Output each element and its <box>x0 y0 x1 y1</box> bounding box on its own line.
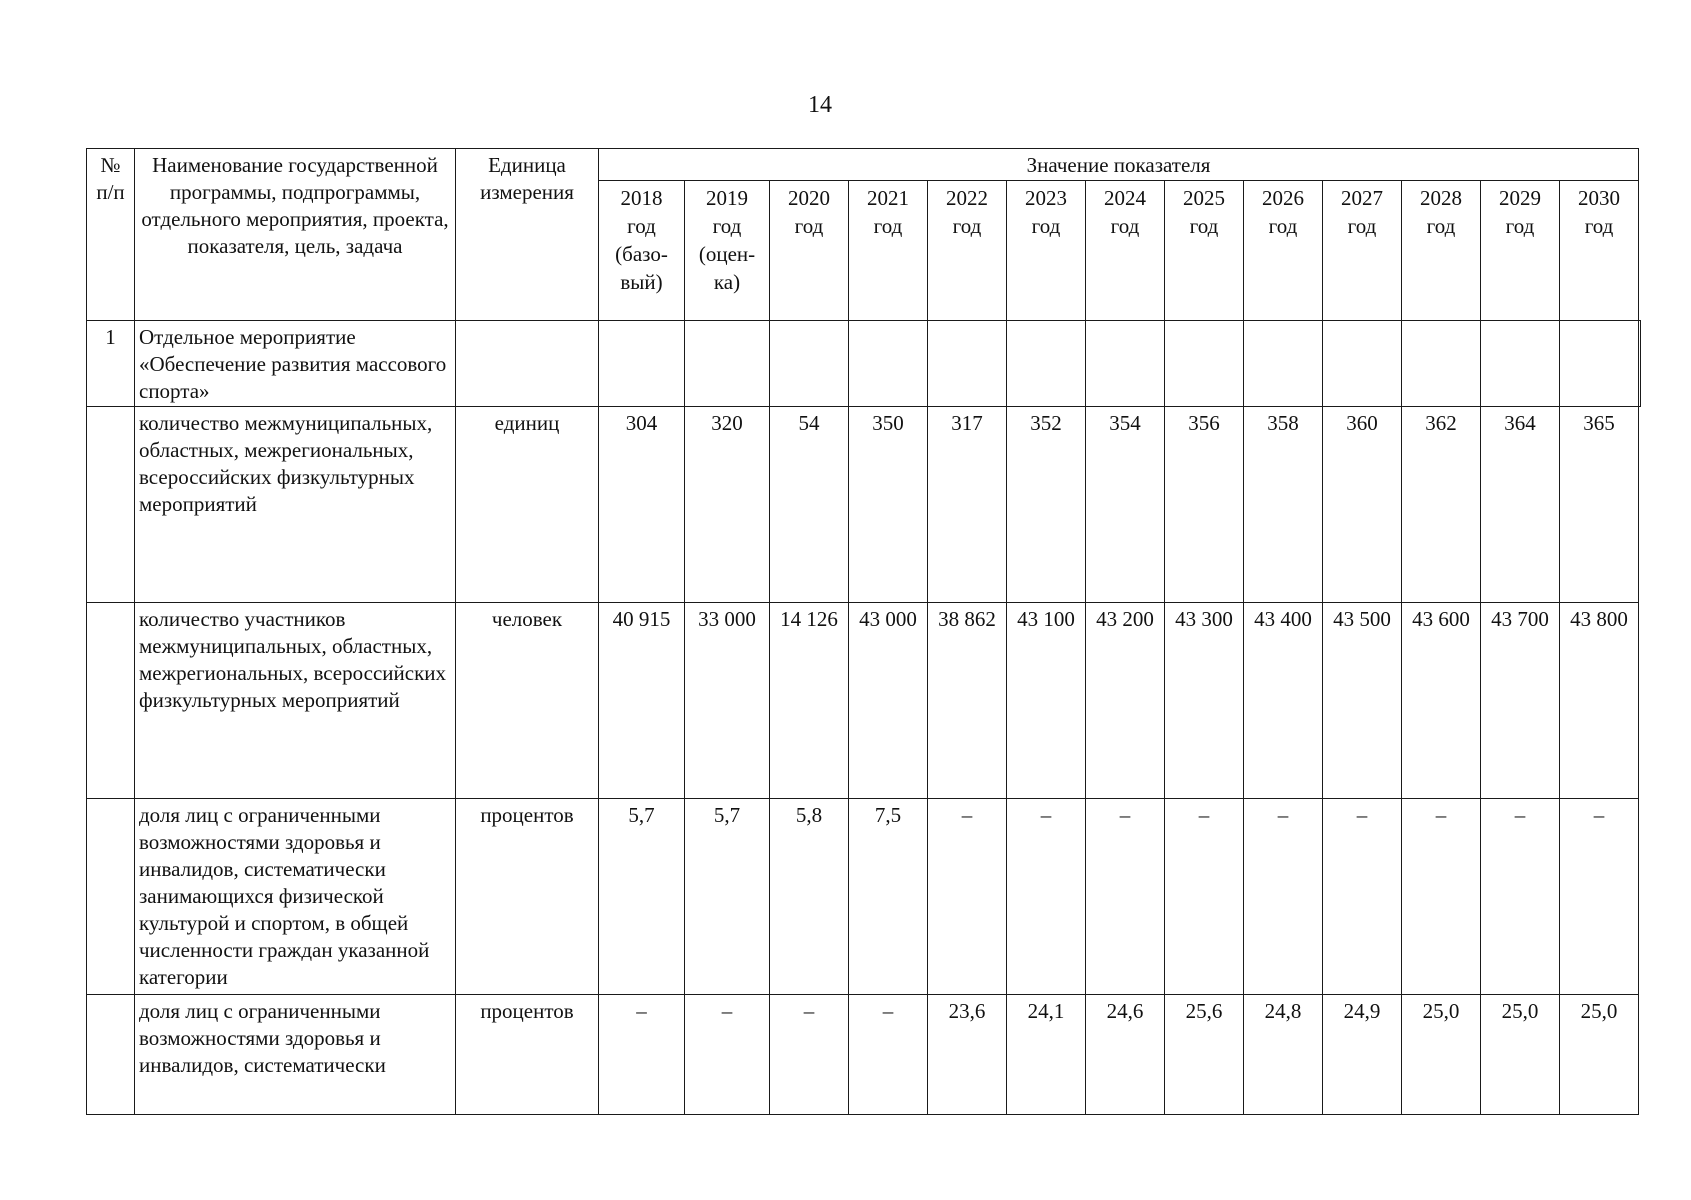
year-label: 2018 <box>620 186 663 210</box>
year-suffix: год <box>794 214 824 238</box>
header-year-cell <box>1086 181 1165 321</box>
empty-num-cell <box>87 799 135 995</box>
value-cell: 40 915 <box>599 603 685 799</box>
value-cell: – <box>770 995 849 1115</box>
value-cell: – <box>599 995 685 1115</box>
value-cell: – <box>1481 799 1560 995</box>
indicator-name: количество межмуниципальных, областных, межрегиональных, всероссийских физкультурных мероприятий <box>135 407 456 603</box>
empty-cell <box>1244 321 1323 407</box>
empty-cell <box>1323 321 1402 407</box>
value-cell: 354 <box>1086 407 1165 603</box>
year-suffix: год <box>1268 214 1298 238</box>
empty-cell <box>1007 321 1086 407</box>
value-cell: 25,6 <box>1165 995 1244 1115</box>
header-value-group: Значение показателя <box>599 149 1639 181</box>
value-cell: – <box>1086 799 1165 995</box>
year-label: 2022 <box>946 186 988 210</box>
value-cell: 362 <box>1402 407 1481 603</box>
empty-num-cell <box>87 995 135 1115</box>
empty-cell <box>599 321 685 407</box>
value-cell: – <box>1007 799 1086 995</box>
value-cell: – <box>1244 799 1323 995</box>
table-row <box>87 799 1641 995</box>
value-cell: 304 <box>599 407 685 603</box>
value-cell: 25,0 <box>1481 995 1560 1115</box>
value-cell: 24,8 <box>1244 995 1323 1115</box>
empty-cell <box>685 321 770 407</box>
value-cell: 5,8 <box>770 799 849 995</box>
value-cell: – <box>1402 799 1481 995</box>
header-unit: Единица измерения <box>456 149 599 321</box>
value-cell: – <box>928 799 1007 995</box>
year-suffix: год <box>1426 214 1456 238</box>
indicator-unit: единиц <box>456 407 599 603</box>
year-suffix: год <box>1347 214 1377 238</box>
value-cell: 24,9 <box>1323 995 1402 1115</box>
year-label: 2020 <box>788 186 830 210</box>
value-cell: – <box>1323 799 1402 995</box>
indicators-table <box>86 148 1641 1115</box>
empty-cell <box>928 321 1007 407</box>
value-cell: 43 200 <box>1086 603 1165 799</box>
value-cell: 43 100 <box>1007 603 1086 799</box>
year-label: 2021 <box>867 186 909 210</box>
empty-cell <box>456 321 599 407</box>
year-suffix: год <box>1584 214 1614 238</box>
year-label: 2026 <box>1262 186 1304 210</box>
value-cell: 43 000 <box>849 603 928 799</box>
indicator-name: количество участников межмуниципальных, областных, межрегиональных, всероссийских физкультурных мероприятий <box>135 603 456 799</box>
empty-cell <box>770 321 849 407</box>
header-year-cell <box>1402 181 1481 321</box>
indicator-unit: процентов <box>456 995 599 1115</box>
header-year-cell <box>1560 181 1639 321</box>
value-cell: 365 <box>1560 407 1639 603</box>
year-label: 2025 <box>1183 186 1225 210</box>
year-suffix: год <box>1031 214 1061 238</box>
header-year-cell <box>1007 181 1086 321</box>
year-suffix: год <box>1189 214 1219 238</box>
empty-cell <box>849 321 928 407</box>
value-cell: 350 <box>849 407 928 603</box>
value-cell: – <box>1165 799 1244 995</box>
header-year-cell <box>1244 181 1323 321</box>
header-year-cell <box>1165 181 1244 321</box>
value-cell: 356 <box>1165 407 1244 603</box>
empty-cell <box>1560 321 1639 407</box>
indicator-unit: человек <box>456 603 599 799</box>
value-cell: 358 <box>1244 407 1323 603</box>
value-cell: 317 <box>928 407 1007 603</box>
value-cell: 352 <box>1007 407 1086 603</box>
year-label: 2028 <box>1420 186 1462 210</box>
empty-cell <box>1481 321 1560 407</box>
value-cell: 5,7 <box>685 799 770 995</box>
year-label: 2019 <box>706 186 748 210</box>
header-year-cell <box>849 181 928 321</box>
value-cell: 33 000 <box>685 603 770 799</box>
empty-cell <box>1086 321 1165 407</box>
value-cell: 54 <box>770 407 849 603</box>
value-cell: 43 500 <box>1323 603 1402 799</box>
page-number: 14 <box>808 92 832 118</box>
year-label: 2027 <box>1341 186 1383 210</box>
header-year-cell <box>599 181 685 321</box>
header-year-cell <box>770 181 849 321</box>
header-year-cell <box>1323 181 1402 321</box>
year-suffix: год <box>1505 214 1535 238</box>
year-suffix: год <box>873 214 903 238</box>
value-cell: 364 <box>1481 407 1560 603</box>
empty-cell <box>1165 321 1244 407</box>
year-label: 2029 <box>1499 186 1541 210</box>
empty-num-cell <box>87 603 135 799</box>
value-cell: 43 700 <box>1481 603 1560 799</box>
header-year-cell <box>1481 181 1560 321</box>
year-label: 2024 <box>1104 186 1146 210</box>
value-cell: 23,6 <box>928 995 1007 1115</box>
value-cell: – <box>849 995 928 1115</box>
value-cell: 43 600 <box>1402 603 1481 799</box>
year-suffix: год <box>1110 214 1140 238</box>
year-label: 2023 <box>1025 186 1067 210</box>
empty-cell <box>1402 321 1481 407</box>
indicator-unit: процентов <box>456 799 599 995</box>
table-row <box>87 603 1641 799</box>
value-cell: 14 126 <box>770 603 849 799</box>
empty-num-cell <box>87 407 135 603</box>
value-cell: 5,7 <box>599 799 685 995</box>
value-cell: 25,0 <box>1560 995 1639 1115</box>
year-label: 2030 <box>1578 186 1621 210</box>
value-cell: 360 <box>1323 407 1402 603</box>
table-row <box>87 407 1641 603</box>
value-cell: – <box>685 995 770 1115</box>
section-num: 1 <box>87 321 135 407</box>
section-name: Отдельное мероприятие «Обеспечение развития массового спорта» <box>135 321 456 407</box>
value-cell: 7,5 <box>849 799 928 995</box>
header-num: № п/п <box>87 149 135 321</box>
value-cell: 38 862 <box>928 603 1007 799</box>
year-suffix: год <box>952 214 982 238</box>
header-year-cell <box>685 181 770 321</box>
value-cell: 25,0 <box>1402 995 1481 1115</box>
indicator-name: доля лиц с ограниченными возможностями здоровья и инвалидов, систематически <box>135 995 456 1115</box>
header-name: Наименование государственной программы, подпрограммы, отдельного мероприятия, проекта, показателя, цель, задача <box>135 149 456 321</box>
section-row <box>87 321 1641 407</box>
year-suffix: год (базо-вый) <box>615 214 668 294</box>
value-cell: 24,6 <box>1086 995 1165 1115</box>
empty-cell <box>1639 321 1641 407</box>
header-row <box>87 149 1641 181</box>
value-cell: 43 400 <box>1244 603 1323 799</box>
value-cell: 320 <box>685 407 770 603</box>
year-suffix: год (оцен-ка) <box>698 214 756 294</box>
table-row <box>87 995 1641 1115</box>
value-cell: 43 800 <box>1560 603 1639 799</box>
indicator-name: доля лиц с ограниченными возможностями здоровья и инвалидов, систематически занимающихся физической культурой и спортом, в общей численности граждан указанной категории <box>135 799 456 995</box>
header-year-cell <box>928 181 1007 321</box>
value-cell: 24,1 <box>1007 995 1086 1115</box>
value-cell: 43 300 <box>1165 603 1244 799</box>
value-cell: – <box>1560 799 1639 995</box>
